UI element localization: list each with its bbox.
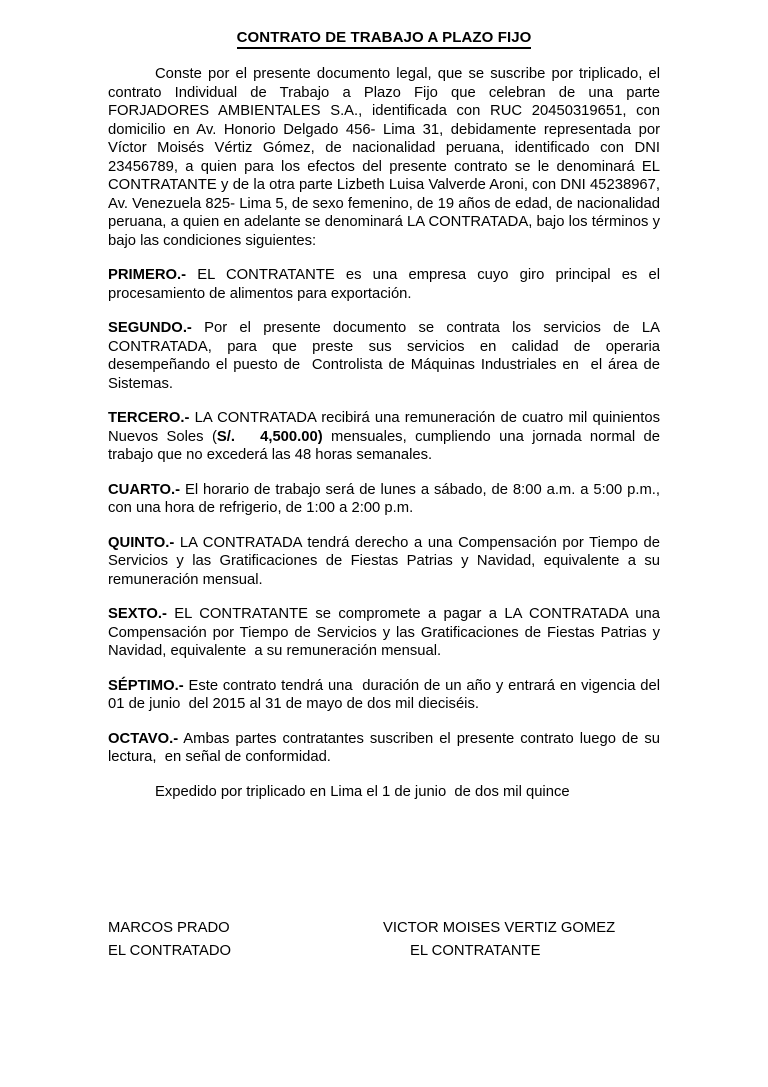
clause-septimo-text: Este contrato tendrá una duración de un año y entrará en vigencia del 01 de junio del 2015 al 31 de mayo de dos mil dieciséis. bbox=[108, 677, 660, 712]
clause-cuarto bbox=[108, 481, 660, 518]
document-title-text: CONTRATO DE TRABAJO A PLAZO FIJO bbox=[237, 29, 532, 49]
clause-tercero-text-after: mensuales, cumpliendo una jornada normal de trabajo que no excederá las 48 horas semanales. bbox=[108, 428, 660, 463]
clause-tercero bbox=[108, 409, 660, 465]
clause-quinto bbox=[108, 534, 660, 590]
clause-cuarto-label: CUARTO.- bbox=[108, 481, 181, 498]
signature-contratante-role: EL CONTRATANTE bbox=[410, 943, 541, 959]
intro-paragraph bbox=[108, 65, 660, 250]
clause-octavo-label: OCTAVO.- bbox=[108, 730, 179, 747]
signature-contratado-name: MARCOS PRADO bbox=[108, 920, 230, 936]
clause-sexto bbox=[108, 605, 660, 661]
clause-tercero-amount: S/. 4,500.00) bbox=[216, 428, 323, 445]
clause-primero bbox=[108, 266, 660, 303]
signature-contratante-name: VICTOR MOISES VERTIZ GOMEZ bbox=[383, 920, 616, 936]
clause-segundo-label: SEGUNDO.- bbox=[108, 320, 192, 336]
clause-octavo-text: Ambas partes contratantes suscriben el presente contrato luego de su lectura, en señal de conformidad. bbox=[108, 730, 660, 765]
clause-segundo bbox=[108, 319, 660, 393]
closing-line-text: Expedido por triplicado en Lima el 1 de junio de dos mil quince bbox=[155, 783, 570, 800]
clause-segundo-text: Por el presente documento se contrata los servicios de LA CONTRATADA, para que preste sus servicios en calidad de operaria desempeñando el puesto de Controlista de Máquinas Industriales en el área de Sistemas. bbox=[108, 320, 660, 392]
signature-block bbox=[108, 917, 660, 963]
clause-primero-text: EL CONTRATANTE es una empresa cuyo giro principal es el procesamiento de alimentos para exportación. bbox=[108, 267, 660, 302]
clause-octavo bbox=[108, 730, 660, 767]
clause-quinto-label: QUINTO.- bbox=[108, 534, 175, 551]
clause-quinto-text: LA CONTRATADA tendrá derecho a una Compensación por Tiempo de Servicios y las Gratificaciones de Fiestas Patrias y Navidad, equivalente a su remuneración mensual. bbox=[108, 534, 660, 588]
clause-tercero-text-before: LA CONTRATADA recibirá una remuneración de cuatro mil quinientos Nuevos Soles ( bbox=[108, 410, 660, 445]
clause-sexto-text: EL CONTRATANTE se compromete a pagar a LA CONTRATADA una Compensación por Tiempo de Servicios y las Gratificaciones de Fiestas Patrias y Navidad, equivalente a su remuneración mensual. bbox=[108, 606, 660, 659]
clause-septimo-label: SÉPTIMO.- bbox=[108, 677, 184, 694]
intro-paragraph-text: Conste por el presente documento legal, que se suscribe por triplicado, el contrato Individual de Trabajo a Plazo Fijo que celebran de una parte FORJADORES AMBIENTALES S.A., identificada con RUC 20450319651, con domicilio en Av. Honorio Delgado 456- Lima 31, debidamente representada por Víctor Moisés Vértiz Gómez, de nacionalidad peruana, identificado con DNI 23456789, a quien para los efectos del presente contrato se le denominará EL CONTRATANTE y de la otra parte Lizbeth Luisa Valverde Aroni, con DNI 45238967, Av. Venezuela 825- Lima 5, de sexo femenino, de 19 años de edad, de nacionalidad peruana, a quien en adelante se denominará LA CONTRATADA, bajo los términos y bajo las condiciones siguientes: bbox=[108, 66, 660, 249]
clause-septimo bbox=[108, 677, 660, 714]
clause-primero-label: PRIMERO.- bbox=[108, 267, 187, 283]
signature-block-contratante bbox=[383, 917, 660, 963]
signature-contratado-role: EL CONTRATADO bbox=[108, 943, 232, 959]
closing-line bbox=[108, 783, 660, 802]
signature-block-contratado bbox=[108, 917, 383, 963]
clause-sexto-label: SEXTO.- bbox=[108, 606, 167, 622]
document-title bbox=[108, 28, 660, 48]
clause-tercero-label: TERCERO.- bbox=[108, 410, 190, 426]
clause-cuarto-text: El horario de trabajo será de lunes a sábado, de 8:00 a.m. a 5:00 p.m., con una hora de refrigerio, de 1:00 a 2:00 p.m. bbox=[108, 481, 660, 516]
